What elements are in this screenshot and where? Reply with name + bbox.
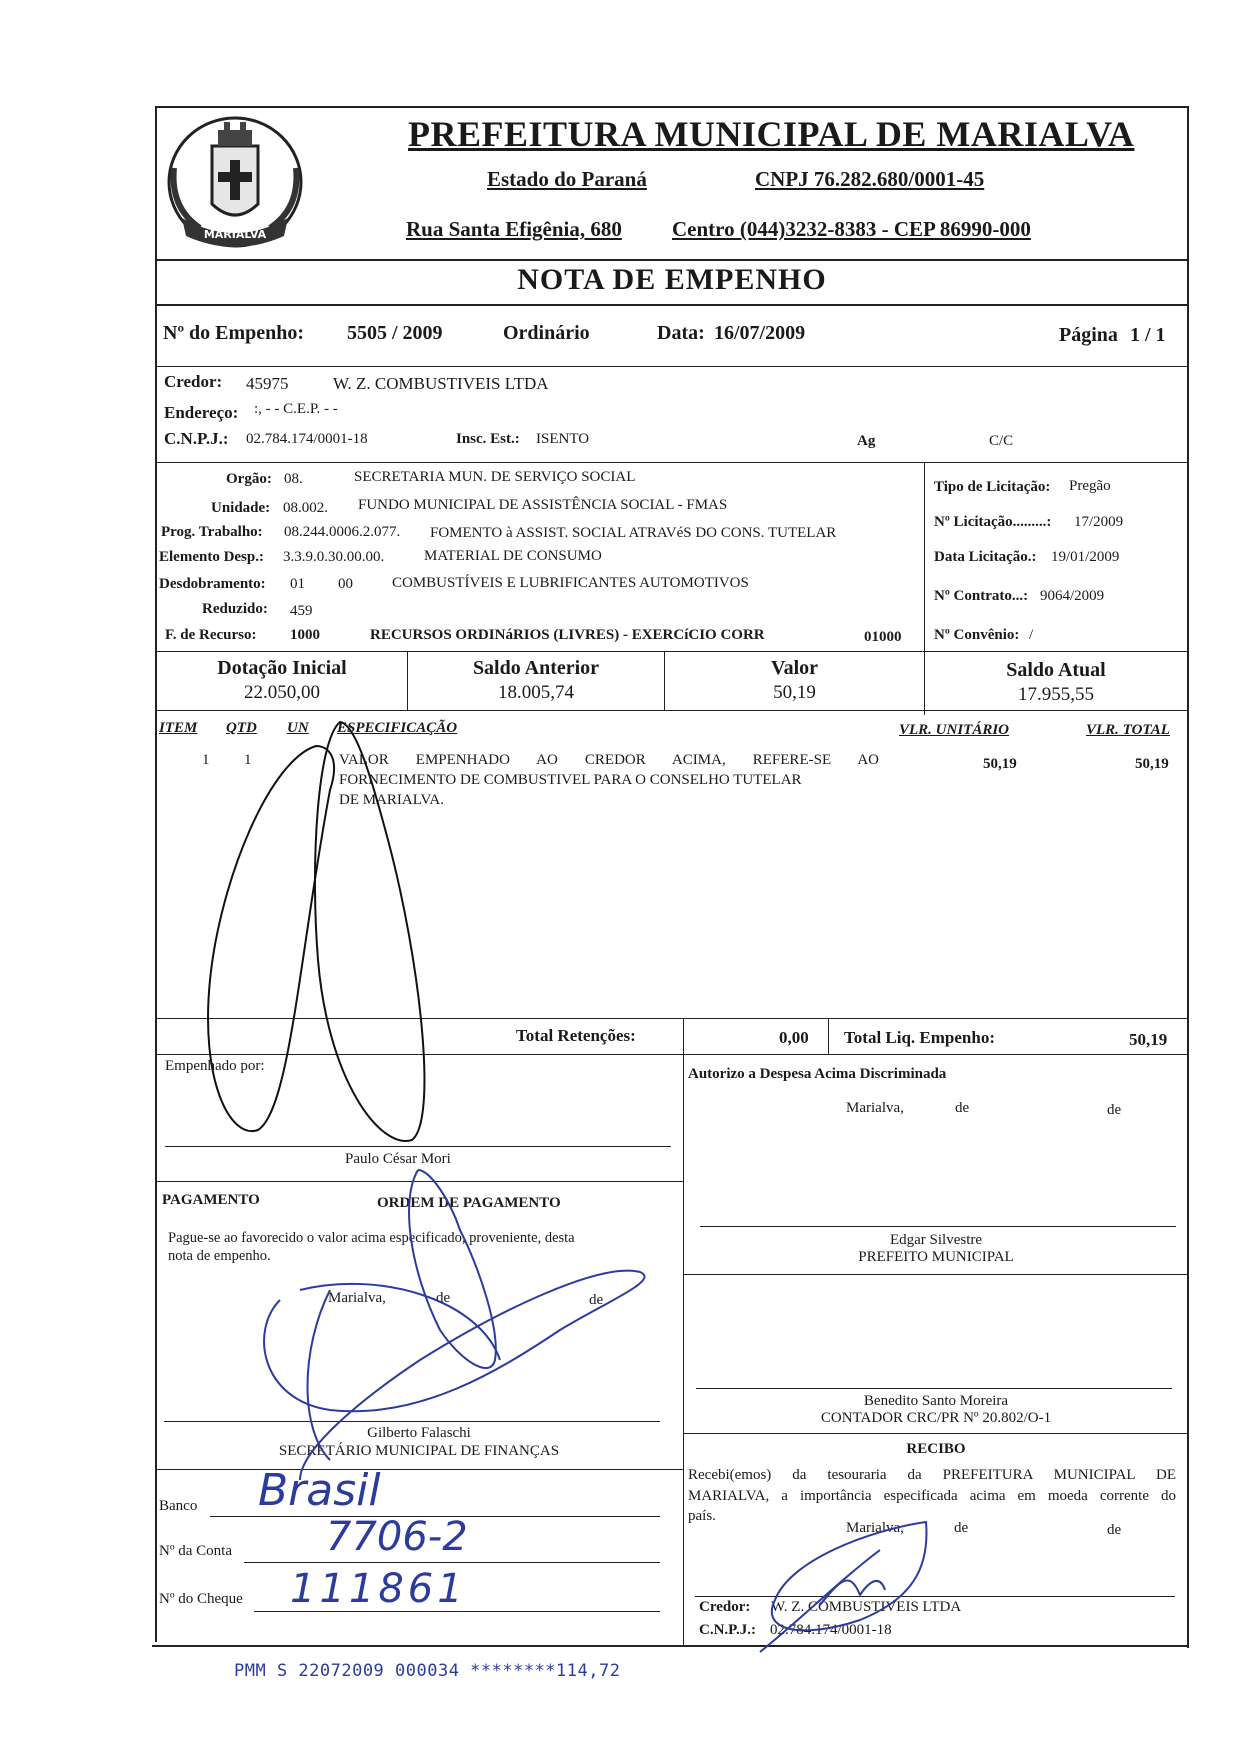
unidade-name: FUNDO MUNICIPAL DE ASSISTÊNCIA SOCIAL - FMAS — [358, 497, 728, 513]
convenio-label: Nº Convênio: — [934, 627, 1020, 643]
item-desc-1: VALOR EMPENHADO AO CREDOR ACIMA, REFERE-SE AO — [339, 752, 879, 768]
total-liq-label: Total Liq. Empenho: — [844, 1028, 995, 1047]
insc-value: ISENTO — [536, 431, 590, 447]
header-cnpj: CNPJ 76.282.680/0001-45 — [755, 167, 985, 191]
secretario-role: SECRETÁRIO MUNICIPAL DE FINANÇAS — [278, 1443, 560, 1459]
cc-label: C/C — [989, 433, 1014, 449]
desdobramento-a: 01 — [290, 576, 305, 592]
conta-label: Nº da Conta — [159, 1543, 232, 1559]
num-licitacao-label: Nº Licitação.........: — [934, 514, 1052, 530]
banco-label: Banco — [159, 1498, 198, 1514]
prog-code: 08.244.0006.2.077. — [284, 524, 401, 540]
insc-label: Insc. Est.: — [456, 431, 520, 447]
pagamento-text-1: Pague-se ao favorecido o valor acima especificado, proveniente, desta — [168, 1230, 575, 1246]
credor-label: Credor: — [164, 372, 223, 391]
tipo-licitacao-label: Tipo de Licitação: — [934, 479, 1051, 495]
orgao-code: 08. — [284, 471, 303, 487]
elemento-name: MATERIAL DE CONSUMO — [424, 548, 602, 564]
banco-value: Brasil — [258, 1465, 381, 1516]
reduzido-value: 459 — [290, 603, 313, 619]
pagamento-city: Marialva, — [328, 1290, 386, 1306]
prog-label: Prog. Trabalho: — [161, 524, 263, 540]
contador-role: CONTADOR CRC/PR Nº 20.802/O-1 — [820, 1410, 1052, 1426]
recibo-credor-label: Credor: — [699, 1599, 751, 1615]
fonte-ref: 01000 — [864, 629, 902, 645]
col-un: UN — [287, 720, 309, 736]
desdobramento-b: 00 — [338, 576, 353, 592]
contador-name: Benedito Santo Moreira — [863, 1393, 1009, 1409]
col-total: VLR. TOTAL — [1086, 722, 1170, 738]
item-number: 1 — [202, 752, 210, 768]
dotacao-inicial-value: 22.050,00 — [244, 682, 320, 703]
num-licitacao-value: 17/2009 — [1074, 514, 1124, 530]
desdobramento-name: COMBUSTÍVEIS E LUBRIFICANTES AUTOMOTIVOS — [392, 575, 749, 591]
prefeito-role: PREFEITO MUNICIPAL — [858, 1249, 1014, 1265]
header-title: PREFEITURA MUNICIPAL DE MARIALVA — [408, 114, 1135, 154]
recibo-cnpj-value: 02.784.174/0001-18 — [770, 1622, 892, 1638]
empenhado-signer: Paulo César Mori — [345, 1151, 451, 1167]
convenio-value: / — [1029, 627, 1034, 643]
autorizo-de-1: de — [955, 1100, 970, 1116]
unidade-code: 08.002. — [283, 500, 328, 516]
pagamento-label: PAGAMENTO — [162, 1192, 260, 1208]
unidade-label: Unidade: — [211, 500, 271, 516]
col-item: ITEM — [159, 720, 198, 736]
pagamento-text-2: nota de empenho. — [168, 1248, 271, 1264]
credor-name: W. Z. COMBUSTIVEIS LTDA — [333, 374, 549, 393]
bank-stamp: PMM S 22072009 000034 ********114,72 — [234, 1661, 621, 1681]
header-state: Estado do Paraná — [487, 167, 647, 191]
recibo-cnpj-label: C.N.P.J.: — [699, 1622, 756, 1638]
document-title: NOTA DE EMPENHO — [517, 263, 827, 296]
page-label: Página — [1059, 324, 1118, 346]
contrato-label: Nº Contrato...: — [934, 588, 1029, 604]
svg-text:MARIALVA: MARIALVA — [203, 228, 267, 241]
saldo-anterior-label: Saldo Anterior — [472, 657, 600, 679]
cnpj-value: 02.784.174/0001-18 — [246, 431, 368, 447]
item-desc-2: FORNECIMENTO DE COMBUSTIVEL PARA O CONSELHO TUTELAR — [339, 772, 802, 788]
fonte-name: RECURSOS ORDINáRIOS (LIVRES) - EXERCíCIO CORR — [370, 627, 765, 643]
secretario-name: Gilberto Falaschi — [367, 1425, 471, 1441]
dotacao-inicial-label: Dotação Inicial — [217, 657, 347, 679]
desdobramento-label: Desdobramento: — [159, 576, 266, 592]
page-number: 1 / 1 — [1130, 324, 1166, 346]
recibo-title: RECIBO — [906, 1441, 966, 1457]
fonte-code: 1000 — [290, 627, 320, 643]
tipo-licitacao-value: Pregão — [1069, 478, 1111, 494]
endereco-label: Endereço: — [164, 403, 239, 422]
empenho-date: 16/07/2009 — [714, 322, 806, 344]
fonte-label: F. de Recurso: — [165, 627, 257, 643]
ordem-pagamento-label: ORDEM DE PAGAMENTO — [377, 1195, 561, 1211]
reduzido-label: Reduzido: — [202, 601, 268, 617]
total-liq-value: 50,19 — [1129, 1030, 1168, 1049]
orgao-label: Orgão: — [226, 471, 272, 487]
saldo-atual-label: Saldo Atual — [1006, 659, 1106, 681]
elemento-label: Elemento Desp.: — [159, 549, 264, 565]
empenho-label: Nº do Empenho: — [163, 322, 305, 344]
data-licitacao-label: Data Licitação.: — [934, 549, 1037, 565]
saldo-atual-value: 17.955,55 — [1018, 684, 1094, 705]
prog-name: FOMENTO à ASSIST. SOCIAL ATRAVéS DO CONS. TUTELAR — [430, 525, 837, 541]
col-espec: ESPECIFICAÇÃO — [337, 720, 458, 736]
autorizo-title: Autorizo a Despesa Acima Discriminada — [688, 1066, 947, 1082]
recibo-credor-name: W. Z. COMBUSTIVEIS LTDA — [771, 1599, 962, 1615]
saldo-anterior-value: 18.005,74 — [498, 682, 574, 703]
cheque-label: Nº do Cheque — [159, 1591, 243, 1607]
ag-label: Ag — [857, 433, 876, 449]
recibo-city: Marialva, — [846, 1520, 904, 1536]
autorizo-city: Marialva, — [846, 1100, 904, 1116]
endereco-value: :, - - C.E.P. - - — [254, 401, 338, 417]
item-desc-3: DE MARIALVA. — [339, 792, 445, 808]
total-retencoes-value: 0,00 — [779, 1028, 809, 1047]
empenho-date-label: Data: — [657, 322, 705, 344]
autorizo-de-2: de — [1107, 1102, 1122, 1118]
data-licitacao-value: 19/01/2009 — [1051, 549, 1120, 565]
cheque-value: 111861 — [290, 1566, 467, 1612]
credor-code: 45975 — [246, 374, 289, 393]
total-retencoes-label: Total Retenções: — [516, 1026, 636, 1045]
header-address: Rua Santa Efigênia, 680 — [406, 217, 622, 241]
recibo-de-2: de — [1107, 1522, 1122, 1538]
empenhado-label: Empenhado por: — [165, 1058, 265, 1074]
conta-value: 7706-2 — [326, 1514, 468, 1560]
empenho-type: Ordinário — [503, 322, 590, 344]
recibo-text-2: MARIALVA, a importância especificada acima em moeda corrente do — [688, 1488, 1176, 1504]
recibo-text-3: país. — [688, 1508, 716, 1524]
item-qtd: 1 — [244, 752, 252, 768]
recibo-text-1: Recebi(emos) da tesouraria da PREFEITURA MUNICIPAL DE — [688, 1467, 1176, 1483]
valor-value: 50,19 — [773, 682, 816, 703]
pagamento-de-1: de — [436, 1290, 451, 1306]
contrato-value: 9064/2009 — [1040, 588, 1105, 604]
recibo-de-1: de — [954, 1520, 969, 1536]
item-unit-value: 50,19 — [983, 756, 1017, 772]
item-total-value: 50,19 — [1135, 756, 1169, 772]
empenho-number: 5505 / 2009 — [347, 322, 443, 344]
prefeito-name: Edgar Silvestre — [889, 1232, 983, 1248]
col-unit: VLR. UNITÁRIO — [899, 722, 1010, 738]
pagamento-de-2: de — [589, 1292, 604, 1308]
cnpj-label: C.N.P.J.: — [164, 429, 229, 448]
elemento-code: 3.3.9.0.30.00.00. — [283, 549, 385, 565]
valor-label: Valor — [770, 657, 819, 679]
orgao-name: SECRETARIA MUN. DE SERVIÇO SOCIAL — [354, 469, 636, 485]
header-address-2: Centro (044)3232-8383 - CEP 86990-000 — [672, 217, 1031, 241]
col-qtd: QTD — [226, 720, 257, 736]
